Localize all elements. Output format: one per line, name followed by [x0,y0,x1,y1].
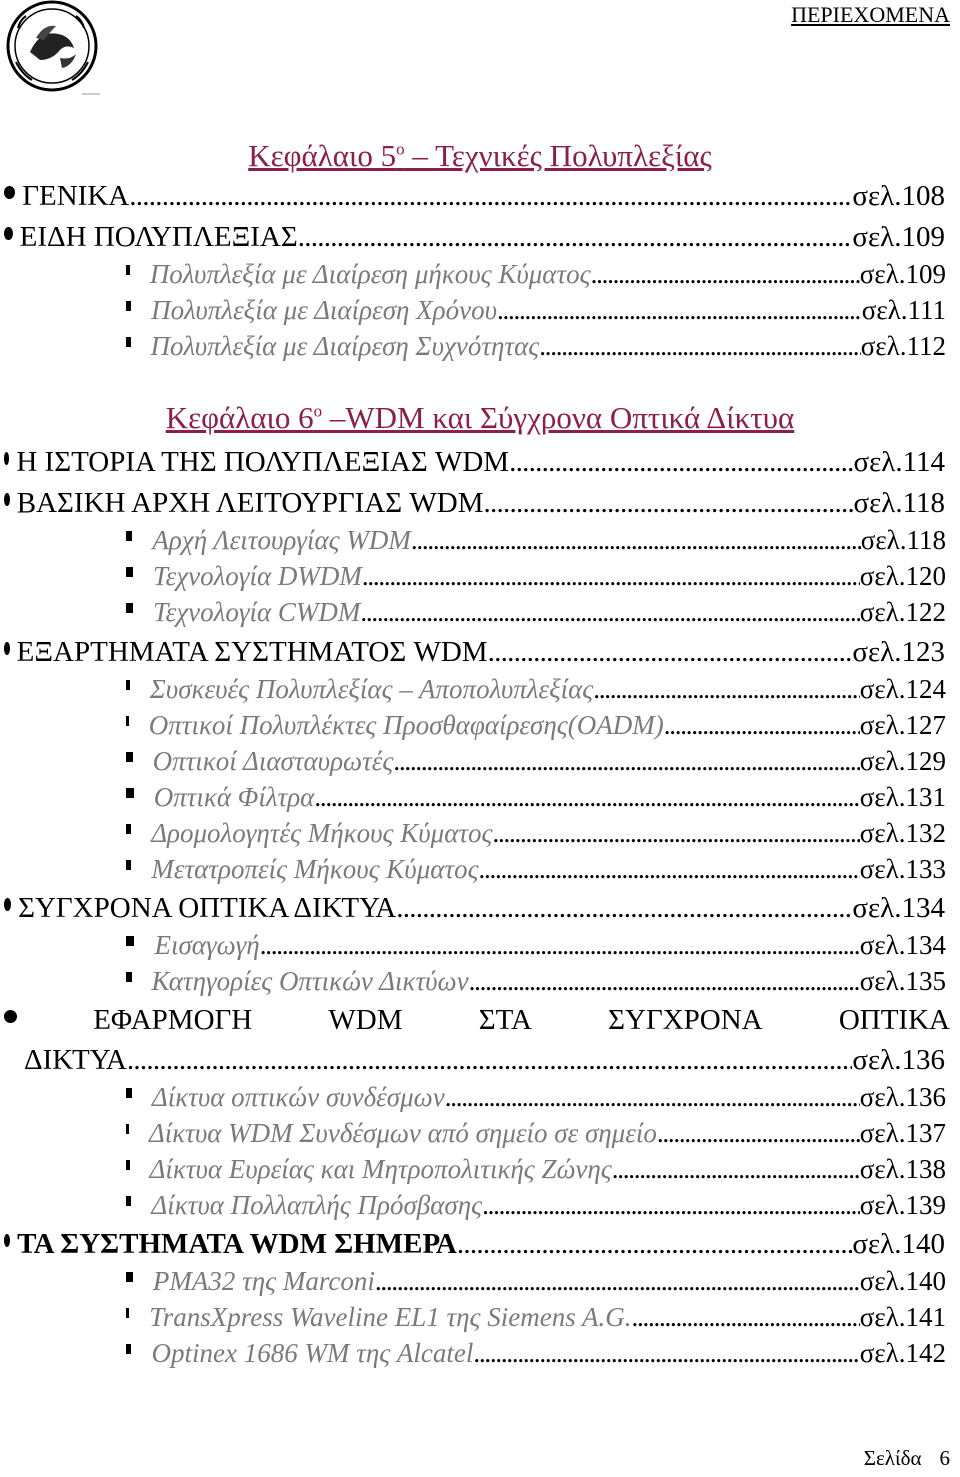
toc-entry-page: σελ.108 [852,180,945,212]
toc-subentry-title: Μετατροπείς Μήκους Κύματος [151,854,479,884]
toc-entry-page: σελ.114 [853,446,945,478]
toc-entry-page: σελ.134 [852,892,945,924]
toc-subentry-title: Δρομολογητές Μήκους Κύματος [151,818,493,848]
toc-entry-word: ΣΥΓΧΡΟΝΑ [608,1004,763,1036]
toc-subentry-page: σελ.129 [859,746,946,776]
toc-subentry-title: Αρχή Λειτουργίας WDM [152,525,411,555]
square-bullet-icon [126,531,132,541]
toc-subentry-title: Τεχνολογία DWDM [153,561,362,591]
square-bullet-icon [126,1160,130,1170]
toc-subentry[interactable] [126,1118,946,1154]
square-bullet-icon [126,1088,132,1098]
square-bullet-icon [126,824,131,834]
round-bullet-icon [4,1010,17,1023]
toc-subentry-page: σελ.124 [859,674,946,704]
toc-entry[interactable] [0,636,945,672]
toc-subentry-title: Δίκτυα Πολλαπλής Πρόσβασης [151,1190,483,1220]
dot-leader [260,930,860,961]
toc-entry-page: σελ.123 [852,636,945,668]
toc-entry-word: ΕΦΑΡΜΟΓΗ [93,1004,253,1036]
toc-subentry-page: σελ.131 [859,782,946,812]
toc-subentry-title: PMA32 της Marconi [152,1266,375,1296]
toc-subentry-title: Εισαγωγή [154,930,260,960]
toc-subentry[interactable] [126,854,946,890]
toc-entry-title: ΔΙΚΤΥΑ [24,1044,127,1076]
round-bullet-icon [4,186,15,199]
dot-leader [411,525,861,556]
toc-subentry-title: Δίκτυα WDM Συνδέσμων από σημείο σε σημείο [148,1118,657,1148]
dot-leader [509,446,853,479]
toc-header-link[interactable]: ΠΕΡΙΕΧΟΜΕΝΑ [791,2,950,27]
toc-subentry[interactable] [126,1338,946,1374]
dot-leader [612,1154,860,1185]
toc-subentry-page: σελ.118 [860,525,946,555]
dot-leader [632,1302,860,1333]
toc-entry-page: σελ.109 [852,221,945,253]
toc-entry-page: σελ.136 [852,1044,945,1076]
dot-leader [469,966,860,997]
round-bullet-icon [4,1234,10,1247]
toc-subentry[interactable] [126,331,946,367]
dot-leader [375,1266,860,1297]
toc-subentry-page: σελ.132 [859,818,946,848]
dot-leader [483,487,853,520]
toc-subentry[interactable] [126,1266,946,1302]
dot-leader [493,818,860,849]
toc-subentry-page: σελ.138 [859,1154,946,1184]
square-bullet-icon [126,1308,129,1318]
dot-leader [129,180,852,213]
square-bullet-icon [126,680,130,690]
toc-subentry-title: Πολυπλεξία με Διαίρεση μήκους Κύματος [149,259,591,289]
toc-subentry[interactable] [126,746,946,782]
dot-leader [482,1190,860,1221]
toc-subentry-title: Δίκτυα οπτικών συνδέσμων [151,1082,445,1112]
dot-leader [473,1338,859,1369]
toc-subentry-page: σελ.139 [859,1190,946,1220]
toc-subentry[interactable] [126,674,946,710]
dot-leader [664,710,860,741]
square-bullet-icon [126,337,131,347]
seal-logo-icon [0,0,104,100]
toc-subentry-title: Συσκευές Πολυπλεξίας – Αποπολυπλεξίας [149,674,594,704]
toc-subentry-page: σελ.120 [859,561,946,591]
toc-subentry-page: σελ.136 [859,1082,946,1112]
toc-entry-page: σελ.140 [852,1228,945,1260]
toc-subentry[interactable] [126,818,946,854]
dot-leader [393,746,859,777]
toc-subentry-title: Οπτικοί Πολυπλέκτες Προσθαφαίρεσης(OADM) [148,710,664,740]
dot-leader [457,1228,853,1261]
square-bullet-icon [126,1196,131,1206]
square-bullet-icon [126,972,132,982]
toc-entry-title: ΒΑΣΙΚΗ ΑΡΧΗ ΛΕΙΤΟΥΡΓΙΑΣ WDM [16,487,484,519]
toc-subentry[interactable] [126,930,946,966]
dot-leader [314,782,859,813]
toc-subentry-page: σελ.109 [859,259,946,289]
toc-entry-title: ΤΑ ΣΥΣΤΗΜΑΤΑ WDM ΣΗΜΕΡΑ [17,1228,457,1260]
toc-subentry-page: σελ.134 [859,930,946,960]
toc-subentry-title: Πολυπλεξία με Διαίρεση Συχνότητας [150,331,540,361]
footer-page-number: 6 [939,1446,950,1470]
toc-entry-word: ΟΠΤΙΚΑ [838,1004,950,1036]
toc-subentry-title: Κατηγορίες Οπτικών Δικτύων [151,966,469,996]
toc-entry-title: ΓΕΝΙΚΑ [22,180,130,212]
toc-subentry[interactable] [126,1154,946,1190]
toc-subentry-page: σελ.142 [859,1338,946,1368]
toc-entry-title: Η ΙΣΤΟΡΙΑ ΤΗΣ ΠΟΛΥΠΛΕΞΙΑΣ WDM [16,446,510,478]
toc-subentry-page: σελ.133 [859,854,946,884]
toc-subentry[interactable] [126,525,946,561]
dot-leader [298,221,853,254]
round-bullet-icon [4,898,11,911]
toc-subentry[interactable] [126,710,946,746]
toc-entry[interactable] [0,487,945,523]
dot-leader [497,295,862,326]
toc-subentry-title: Οπτικοί Διασταυρωτές [152,746,394,776]
toc-entry-word: ΣΤΑ [478,1004,532,1036]
square-bullet-icon [126,265,130,275]
toc-entry-title: ΣΥΓΧΡΟΝΑ ΟΠΤΙΚΑ ΔΙΚΤΥΑ [18,892,397,924]
chapter-6-heading: Κεφάλαιο $6^o$ –WDM και Σύγχρονα Οπτικά Δίκτυα [165,400,795,435]
toc-subentry[interactable] [126,259,946,295]
toc-subentry[interactable] [126,1190,946,1226]
square-bullet-icon [126,752,133,762]
dot-leader [488,636,853,669]
dot-leader [362,561,860,592]
dot-leader [127,1044,853,1077]
toc-subentry[interactable] [126,561,946,597]
toc-subentry-title: Δίκτυα Ευρείας και Μητροπολιτικής Ζώνης [149,1154,612,1184]
square-bullet-icon [126,936,134,946]
chapter-5-heading: Κεφάλαιο $5^o$ – Τεχνικές Πολυπλεξίας [248,138,712,173]
toc-entry-page: σελ.118 [853,487,945,519]
dot-leader [591,259,860,290]
toc-subentry[interactable] [126,597,946,633]
toc-entry[interactable] [0,221,945,257]
square-bullet-icon [126,788,134,798]
toc-entry[interactable] [0,446,945,482]
toc-subentry-title: TransXpress Waveline EL1 της Siemens A.G. [149,1302,632,1332]
toc-subentry-page: σελ.122 [859,597,946,627]
dot-leader [539,331,861,362]
square-bullet-icon [126,603,133,613]
toc-subentry-title: Πολυπλεξία με Διαίρεση Χρόνου [151,295,497,325]
dot-leader [445,1082,860,1113]
toc-entry-application-line1[interactable] [0,1004,950,1037]
round-bullet-icon [4,227,13,240]
dot-leader [479,854,860,885]
toc-subentry-page: σελ.127 [859,710,946,740]
toc-subentry-page: σελ.137 [859,1118,946,1148]
toc-entry-title: ΕΙΔΗ ΠΟΛΥΠΛΕΞΙΑΣ [19,221,298,253]
footer-page-label: Σελίδα [863,1446,922,1470]
square-bullet-icon [126,567,133,577]
toc-entry[interactable] [0,180,945,216]
square-bullet-icon [126,301,131,311]
round-bullet-icon [4,493,10,506]
toc-subentry[interactable] [126,1082,946,1118]
toc-subentry[interactable] [126,1302,946,1338]
toc-subentry-page: σελ.141 [859,1302,946,1332]
toc-subentry-page: σελ.111 [861,295,946,325]
page-footer [864,1446,950,1471]
toc-subentry-page: σελ.112 [860,331,946,361]
dot-leader [657,1118,860,1149]
toc-subentry-title: Optinex 1686 WM της Alcatel [151,1338,474,1368]
square-bullet-icon [126,716,129,726]
toc-entry-title: ΕΞΑΡΤΗΜΑΤΑ ΣΥΣΤΗΜΑΤΟΣ WDM [16,636,488,668]
dot-leader [396,892,852,925]
round-bullet-icon [4,452,9,465]
toc-subentry-title: Οπτικά Φίλτρα [153,782,315,812]
square-bullet-icon [126,1272,133,1282]
toc-entry[interactable] [0,1228,945,1264]
toc-entry-word: WDM [328,1004,403,1036]
toc-entry-application-line2[interactable] [24,1044,945,1080]
dot-leader [360,597,859,628]
toc-subentry[interactable] [126,295,946,331]
toc-subentry-page: σελ.140 [859,1266,946,1296]
toc-subentry-page: σελ.135 [859,966,946,996]
round-bullet-icon [4,642,10,655]
toc-entry[interactable] [0,892,945,928]
square-bullet-icon [126,860,131,870]
toc-subentry-title: Τεχνολογία CWDM [153,597,361,627]
dot-leader [593,674,860,705]
square-bullet-icon [126,1124,129,1134]
square-bullet-icon [126,1344,131,1354]
toc-subentry[interactable] [126,966,946,1002]
toc-subentry[interactable] [126,782,946,818]
